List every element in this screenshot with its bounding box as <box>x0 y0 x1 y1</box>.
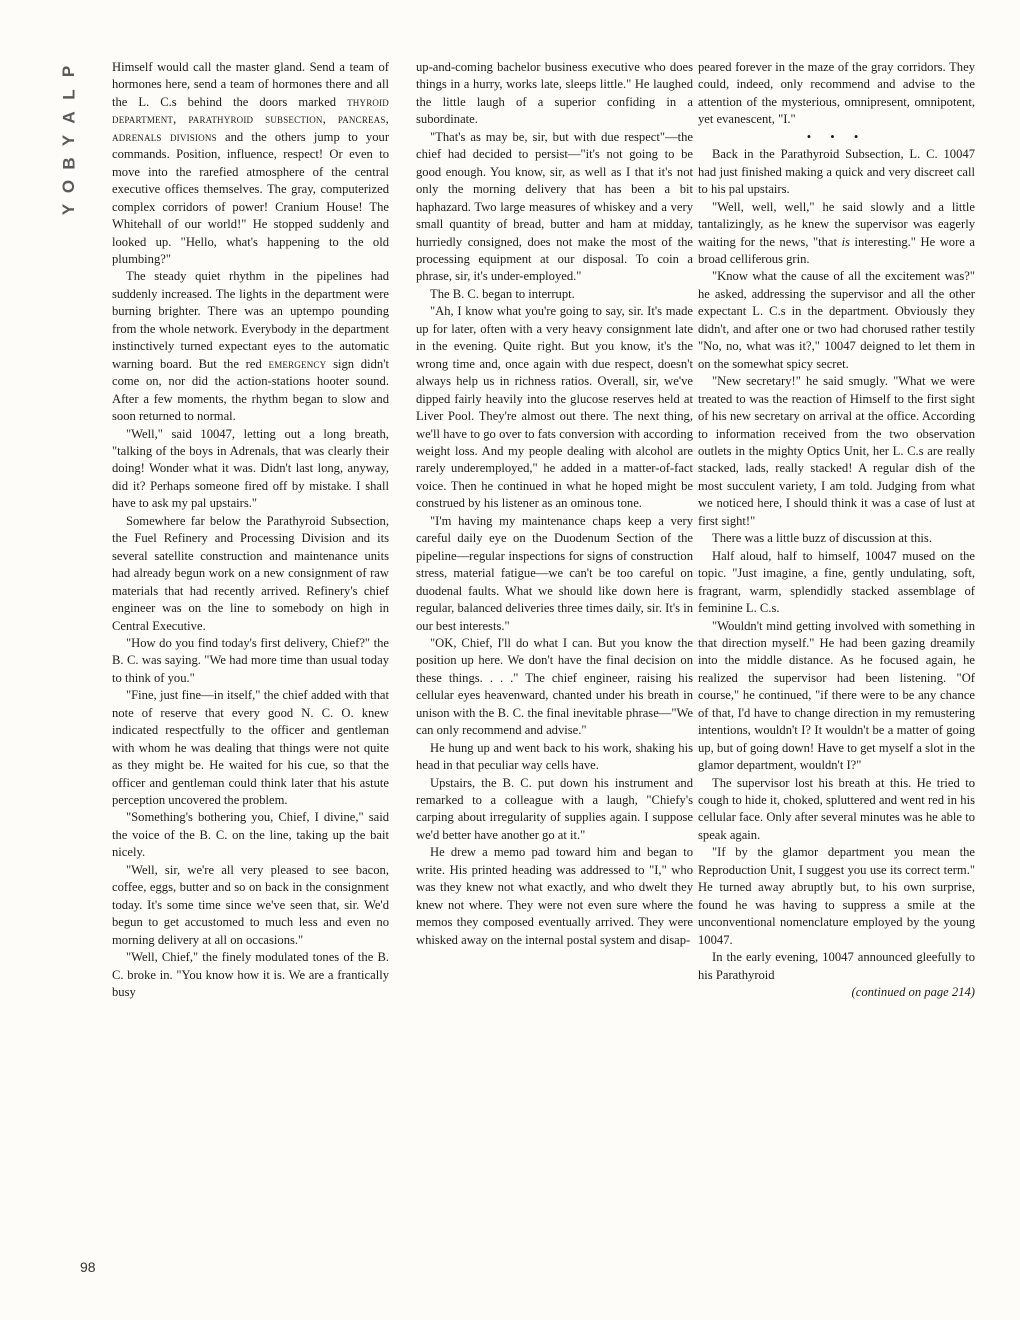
paragraph: He drew a memo pad toward him and began to write. His printed heading was addressed to "I," who was they knew not what exactly, and who dwelt they knew not where. They were not even sure where the memos they composed eventually arrived. They were whisked away on the internal postal system and disap- <box>416 845 693 947</box>
text-run: The steady quiet rhythm in the pipelines had suddenly increased. The lights in the department were burning brighter. There was an uptempo pounding from the whole network. Everybody in the department instinctively turned expectant eyes to the automatic warning board. But the red <box>112 269 389 371</box>
continued-note: (continued on page 214) <box>851 985 975 1000</box>
paragraph: He hung up and went back to his work, shaking his head in that peculiar way cells have. <box>416 740 693 773</box>
text-run: and the others jump to your commands. Position, influence, respect! Or even to move into the rarefied atmosphere of the central executive offices themselves. The gray, computerized complex corridors of power! Cranium House! The Whitehall of our world!" He stopped suddenly and looked up. "Hello, what's happening to the old plumbing?" <box>112 129 389 266</box>
paragraph: In the early evening, 10047 announced gleefully to his Parathyroid <box>698 950 975 982</box>
paragraph: "That's as may be, sir, but with due respect"—the chief had decided to persist—"it's not going to be good enough. You know, sir, as well as I that it's not only the morning delivery that has been a bit haphazard. Two large measures of whiskey and a very small quantity of bread, butter and ham at midday, hurriedly consigned, does not make the most of the processing equipment at our disposal. To coin a phrase, sir, it's under-employed." <box>416 129 693 284</box>
paragraph <box>698 199 975 269</box>
paragraph: "Ah, I know what you're going to say, sir. It's made up for later, often with a very heavy consignment late in the evening. Quite right. But you know, it's the wrong time and, once again with due respect, doesn't always help us in richness ratios. Overall, sir, we've dipped fairly heavily into the glucose reserves held at Liver Pool. They're almost out there. The next thing, we'll have to go over to fats conversion with according weight loss. And my people dealing with alcohol are rarely underemployed," he added in a matter-of-fact voice. Then he continued in what he hoped might be construed by his listener as an ominous tone. <box>416 304 693 511</box>
paragraph: "New secretary!" he said smugly. "What we were treated to was the reaction of Himself to the first sight of his new secretary on arrival at the office. According to information received from the two observation outlets in the mighty Optics Unit, her L. C.s are really stacked, lads, really stacked! A regular dish of the most succulent variety, I am told. Judging from what we noticed here, I should think it was a case of lust at first sight!" <box>698 374 975 528</box>
column-3 <box>698 59 975 1309</box>
paragraph: "OK, Chief, I'll do what I can. But you know the position up here. We don't have the final decision on these things. . . ." The chief engineer, raising his cellular eyes heavenward, chanted under his breath in unison with the B. C. the final inevitable phrase—"We can only recommend and advise." <box>416 635 693 738</box>
paragraph: Back in the Parathyroid Subsection, L. C. 10047 had just finished making a quick and very discreet call to his pal upstairs. <box>698 147 975 197</box>
paragraph: "Something's bothering you, Chief, I divine," said the voice of the B. C. on the line, taking up the bait nicely. <box>112 810 389 860</box>
door-labels: thyroid department, parathyroid subsection, pancreas, adrenals divisions <box>112 94 389 144</box>
masthead-letter: Y <box>59 203 79 216</box>
emergency-label: emergency <box>268 356 327 371</box>
masthead-letter: Y <box>59 134 79 147</box>
paragraph: "Well, Chief," the finely modulated tones of the B. C. broke in. "You know how it is. We are a frantically busy <box>112 950 389 1000</box>
paragraph: up-and-coming bachelor business executive who does things in a hurry, works late, sleeps little." He laughed the little laugh of a superior confiding in a subordinate. <box>416 60 693 127</box>
paragraph: Somewhere far below the Parathyroid Subsection, the Fuel Refinery and Processing Division and its several satellite construction and maintenance units had already begun work on a new consignment of raw materials that had recently arrived. Refinery's chief engineer was on the line to somebody on high in Central Executive. <box>112 513 389 633</box>
section-break: • • • <box>806 129 867 144</box>
text-run: sign didn't come on, nor did the action-stations hooter sound. After a few moments, the rhythm began to slow and soon returned to normal. <box>112 356 389 424</box>
paragraph: Upstairs, the B. C. put down his instrument and remarked to a colleague with a laugh, "Chiefy's carping about irregularity of supplies again. I suppose we'd better have another go at it." <box>416 775 693 842</box>
page-number: 98 <box>80 1259 96 1275</box>
column-2 <box>416 59 693 1309</box>
masthead-letter: O <box>59 179 79 194</box>
masthead-letter: P <box>59 65 79 78</box>
text-run: "Well, well, well," he said slowly and a little tantalizingly, as he knew the supervisor was eagerly waiting for the news, "that <box>698 199 975 249</box>
paragraph: Half aloud, half to himself, 10047 mused on the topic. "Just imagine, a fine, gently undulating, soft, fragrant, warm, splendidly stacked assemblage of feminine L. C.s. <box>698 548 975 616</box>
playboy-masthead <box>56 60 82 221</box>
paragraph: "Know what the cause of all the excitement was?" he asked, addressing the supervisor and all the other expectant L. C.s in the department. Obviously they didn't, and after one or two had chorused rather testily "No, no, what was it?," 10047 deigned to let them in on the somewhat spicy secret. <box>698 269 975 371</box>
masthead-letter: B <box>59 157 79 170</box>
masthead-letter: A <box>59 111 79 124</box>
text-run: Himself would call the master gland. Send a team of hormones here, send a team of hormones there and all the L. C.s behind the doors marked <box>112 60 389 109</box>
emphasis: is <box>841 234 850 249</box>
paragraph: "Wouldn't mind getting involved with something in that direction myself." He had been gazing dreamily into the middle distance. As he focused again, he realized the supervisor had been listening. "Of course," he continued, "if there were to be any chance of that, I'd have to change direction in my remustering intentions, wouldn't I? It wouldn't be a matter of going up, but of going down! Have to get myself a slot in the glamor department, wouldn't I?" <box>698 618 975 773</box>
paragraph <box>112 59 389 268</box>
paragraph <box>112 268 389 425</box>
column-1 <box>112 59 389 1309</box>
paragraph: The B. C. began to interrupt. <box>430 286 575 301</box>
paragraph: The supervisor lost his breath at this. He tried to cough to hide it, choked, spluttered and went red in his cellular face. Only after several minutes was he able to speak again. <box>698 775 975 842</box>
masthead-letter: L <box>59 89 79 100</box>
paragraph: "How do you find today's first delivery, Chief?" the B. C. was saying. "We had more time than usual today to think of you." <box>112 635 389 685</box>
paragraph: "I'm having my maintenance chaps keep a very careful daily eye on the Duodenum Section of the pipeline—regular inspections for signs of construction stress, material fatigue—we can't be too careful on duodenal faults. What we should like down here is regular, balanced deliveries three times daily, sir. It's in our best interests." <box>416 513 693 633</box>
paragraph: peared forever in the maze of the gray corridors. They could, indeed, only recommend and advise to the attention of the mysterious, omnipresent, omnipotent, yet evanescent, "I." <box>698 60 975 127</box>
paragraph: "Fine, just fine—in itself," the chief added with that note of reserve that every good N. C. O. knew indicated respectfully to the officer and gentleman with whom he was dealing that things were not quite as they might be. He waited for his cue, so that the officer and gentleman could think later that his astute perception uncovered the problem. <box>112 688 389 808</box>
paragraph: "If by the glamor department you mean the Reproduction Unit, I suggest you use its correct term." He turned away abruptly but, to his own surprise, found he was having to suppress a smile at the unconventional nomenclature employed by the young 10047. <box>698 845 975 947</box>
paragraph: "Well, sir, we're all very pleased to see bacon, coffee, eggs, butter and so on back in the consignment today. It's some time since we've seen that, sir. We'd begun to get accustomed to much less and even no morning delivery at all on occasions." <box>112 862 389 947</box>
paragraph: "Well," said 10047, letting out a long breath, "talking of the boys in Adrenals, that was clearly their doing! Wonder what it was. Didn't last long, anyway, did it? Perhaps someone fired off by mistake. I shall have to ask my pal upstairs." <box>112 426 389 511</box>
paragraph: There was a little buzz of discussion at this. <box>712 531 932 546</box>
text-run: interesting." He wore a broad celliferous grin. <box>698 234 975 266</box>
